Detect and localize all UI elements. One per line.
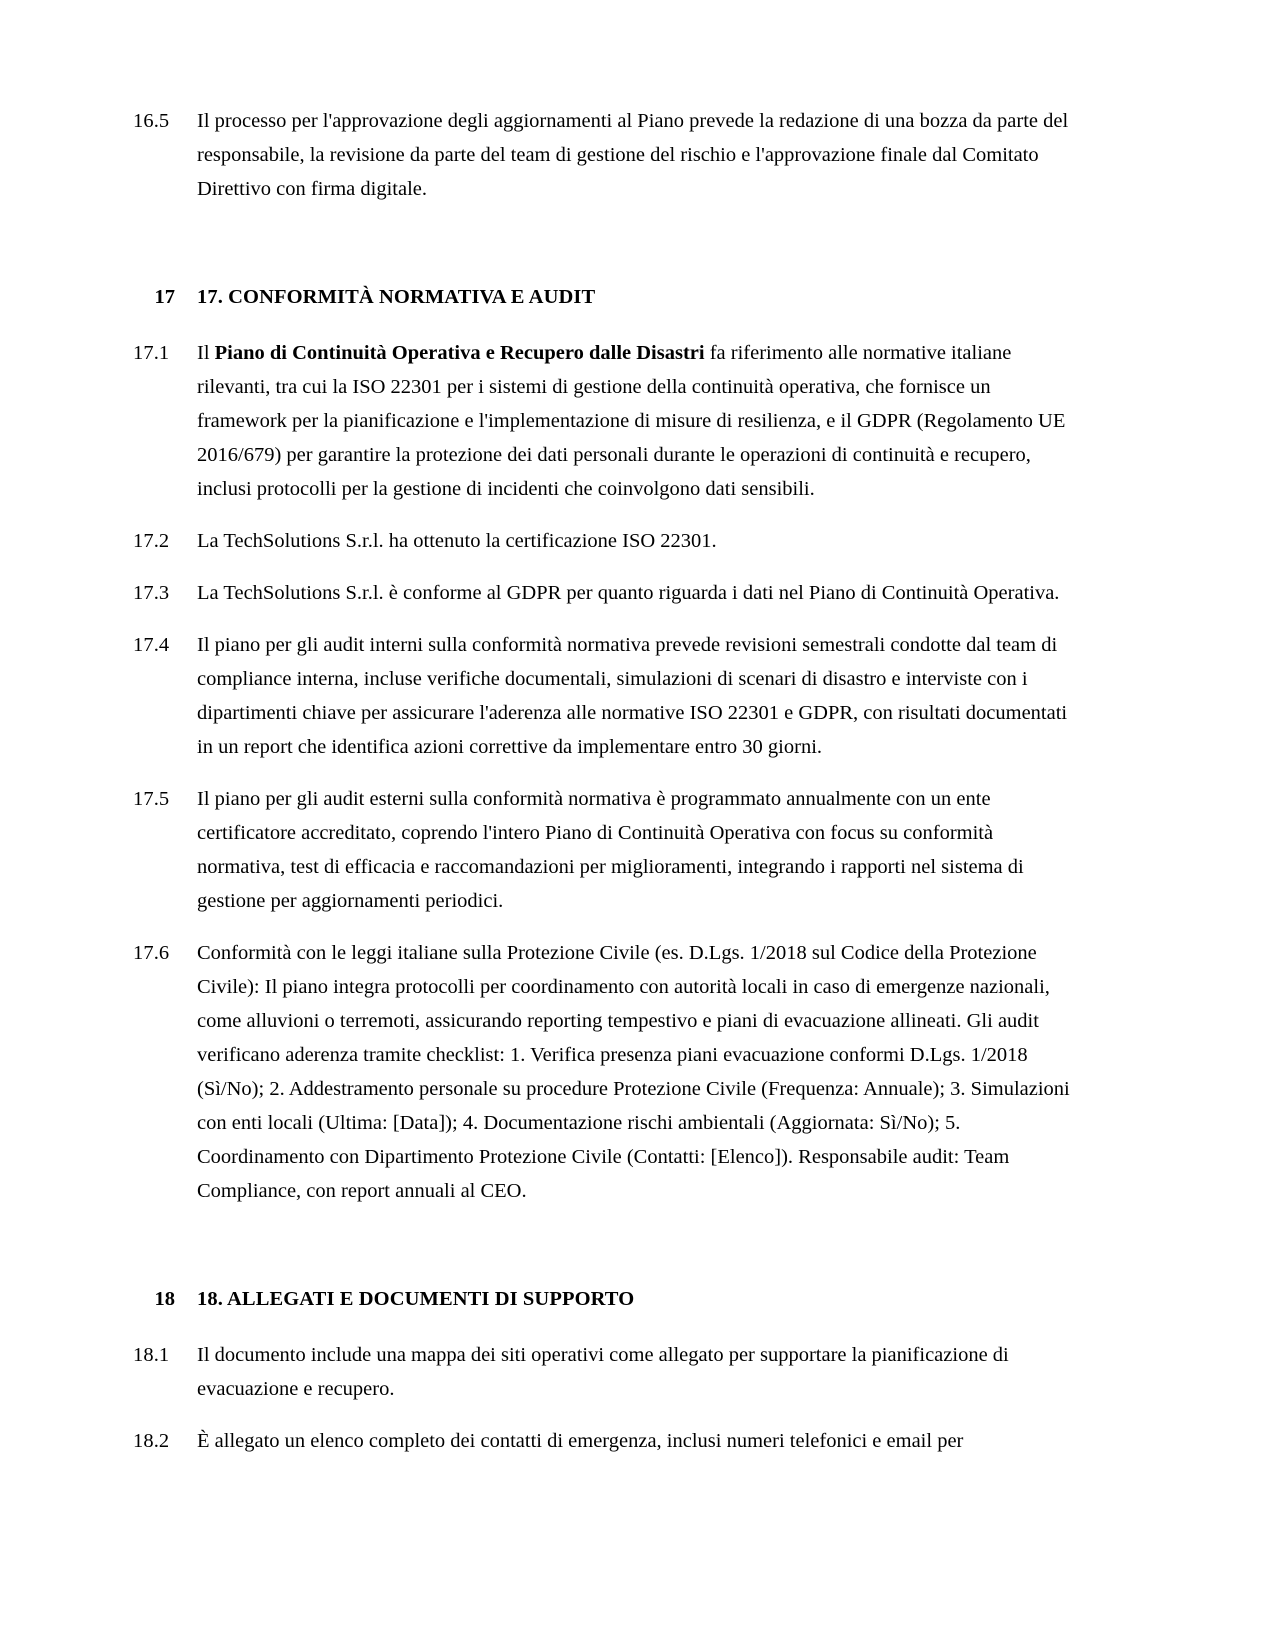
heading-17 [133,280,1073,314]
heading-number: 17 [154,286,175,308]
clause-text: La TechSolutions S.r.l. ha ottenuto la certificazione ISO 22301. [197,530,717,552]
clause-text: Il piano per gli audit interni sulla conformità normativa prevede revisioni semestrali condotte dal team di compliance interna, incluse verifiche documentali, simulazioni di scenari di disastro e interviste con i dipartimenti chiave per assicurare l'aderenza alle normative ISO 22301 e GDPR, con risultati documentati in un report che identifica azioni correttive da implementare entro 30 giorni. [197,634,1068,758]
clause-number: 17.4 [133,634,170,656]
clause-lead: Il [197,342,215,364]
clause-number: 17.5 [133,788,170,810]
clause-number: 17.3 [133,582,170,604]
clause-number: 16.5 [133,110,170,132]
heading-title: 17. CONFORMITÀ NORMATIVA E AUDIT [197,286,596,308]
clause-text: La TechSolutions S.r.l. è conforme al GDPR per quanto riguarda i dati nel Piano di Continuità Operativa. [197,582,1060,604]
clause-18-1 [133,1338,1073,1406]
clause-number: 17.1 [133,342,170,364]
clause-number: 18.1 [133,1344,170,1366]
clause-number: 17.6 [133,942,170,964]
clause-text: Il documento include una mappa dei siti operativi come allegato per supportare la pianificazione di evacuazione e recupero. [197,1344,1009,1400]
clause-text: Il processo per l'approvazione degli aggiornamenti al Piano prevede la redazione di una bozza da parte del responsabile, la revisione da parte del team di gestione del rischio e l'approvazione finale dal Comitato Direttivo con firma digitale. [197,110,1069,200]
clause-17-5 [133,782,1073,918]
clause-number: 18.2 [133,1430,170,1452]
clause-text: È allegato un elenco completo dei contatti di emergenza, inclusi numeri telefonici e email per [197,1430,964,1452]
section-spacer [133,1226,1073,1282]
clause-17-3 [133,576,1073,610]
heading-spacer [133,1330,1073,1338]
clause-emphasis: Piano di Continuità Operativa e Recupero dalle Disastri [214,342,705,364]
section-spacer [133,224,1073,280]
clause-text [197,336,1073,506]
clause-text: Conformità con le leggi italiane sulla Protezione Civile (es. D.Lgs. 1/2018 sul Codice della Protezione Civile): Il piano integra protocolli per coordinamento con autorità locali in caso di emergenze nazionali, come alluvioni o terremoti, assicurando reporting tempestivo e piani di evacuazione allineati. Gli audit verificano aderenza tramite checklist: 1. Verifica presenza piani evacuazione conformi D.Lgs. 1/2018 (Sì/No); 2. Addestramento personale su procedure Protezione Civile (Frequenza: Annuale); 3. Simulazioni con enti locali (Ultima: [Data]); 4. Documentazione rischi ambientali (Aggiornata: Sì/No); 5. Coordinamento con Dipartimento Protezione Civile (Contatti: [Elenco]). Responsabile audit: Team Compliance, con report annuali al CEO. [197,942,1070,1202]
clause-18-2 [133,1424,1073,1458]
clause-17-2 [133,524,1073,558]
clause-17-6 [133,936,1073,1208]
clause-text: Il piano per gli audit esterni sulla conformità normativa è programmato annualmente con un ente certificatore accreditato, coprendo l'intero Piano di Continuità Operativa con focus su conformità normativa, test di efficacia e raccomandazioni per miglioramenti, integrando i rapporti nel sistema di gestione per aggiornamenti periodici. [197,788,1024,912]
heading-number: 18 [154,1288,175,1310]
clause-number: 17.2 [133,530,170,552]
clause-17-1 [133,336,1073,506]
document-body [133,104,1073,1476]
heading-18 [133,1282,1073,1316]
clause-rest: fa riferimento alle normative italiane rilevanti, tra cui la ISO 22301 per i sistemi di gestione della continuità operativa, che fornisce un framework per la pianificazione e l'implementazione di misure di resilienza, e il GDPR (Regolamento UE 2016/679) per garantire la protezione dei dati personali durante le operazioni di continuità e recupero, inclusi protocolli per la gestione di incidenti che coinvolgono dati sensibili. [197,342,1066,500]
heading-title: 18. ALLEGATI E DOCUMENTI DI SUPPORTO [197,1288,635,1310]
clause-16-5 [133,104,1073,206]
heading-spacer [133,328,1073,336]
clause-17-4 [133,628,1073,764]
